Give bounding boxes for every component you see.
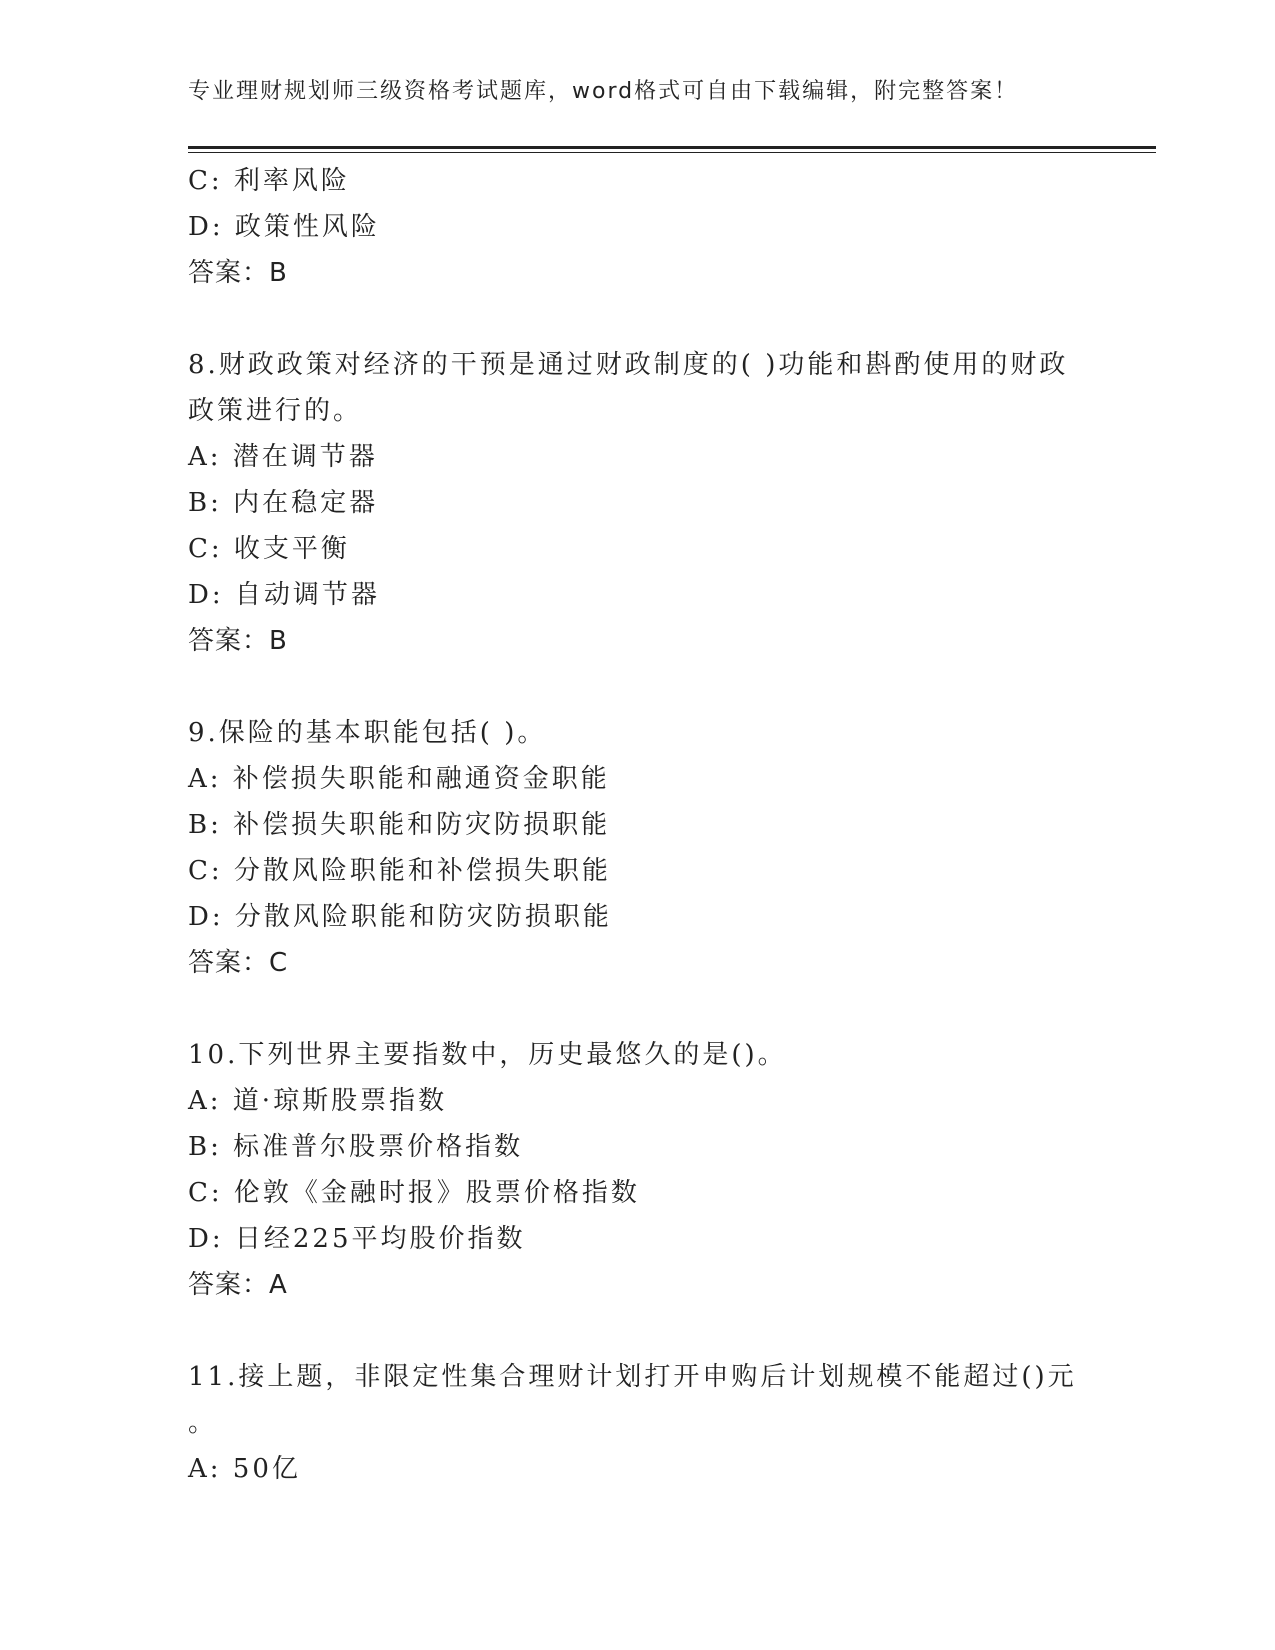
- spacer: [188, 986, 1088, 1032]
- q8-option-c: C: 收支平衡: [188, 534, 350, 564]
- spacer: [188, 296, 1088, 342]
- q10-option-a: A: 道·琼斯股票指数: [188, 1086, 448, 1116]
- q8-option-b: B: 内在稳定器: [188, 488, 379, 518]
- q11-stem-line2: 。: [188, 1408, 218, 1438]
- q10-option-d: D: 日经225平均股价指数: [188, 1224, 526, 1254]
- q10-option-b: B: 标准普尔股票价格指数: [188, 1132, 524, 1162]
- q8-option-a: A: 潜在调节器: [188, 442, 378, 472]
- q9-answer: 答案：C: [188, 948, 289, 978]
- q9-option-c: C: 分散风险职能和补偿损失职能: [188, 856, 611, 886]
- q9-option-a: A: 补偿损失职能和融通资金职能: [188, 764, 610, 794]
- q9-option-d: D: 分散风险职能和防灾防损职能: [188, 902, 612, 932]
- q8-stem-line1: 8.财政政策对经济的干预是通过财政制度的( )功能和斟酌使用的财政: [188, 350, 1069, 380]
- header-rule-thin: [188, 152, 1156, 153]
- q11-stem-line1: 11.接上题，非限定性集合理财计划打开申购后计划规模不能超过()元: [188, 1362, 1077, 1392]
- q8-answer: 答案：B: [188, 626, 288, 656]
- header-rule-thick: [188, 146, 1156, 149]
- q7-option-d: D: 政策性风险: [188, 212, 380, 242]
- q10-answer: 答案：A: [188, 1270, 288, 1300]
- question-list: [188, 158, 1088, 1492]
- q9-stem: 9.保险的基本职能包括( )。: [188, 718, 547, 748]
- spacer: [188, 1308, 1088, 1354]
- q11-option-a: A: 50亿: [188, 1454, 301, 1484]
- q7-option-c: C: 利率风险: [188, 166, 350, 196]
- spacer: [188, 664, 1088, 710]
- q8-option-d: D: 自动调节器: [188, 580, 380, 610]
- q8-stem-line2: 政策进行的。: [188, 396, 363, 426]
- q10-stem: 10.下列世界主要指数中，历史最悠久的是()。: [188, 1040, 787, 1070]
- q7-answer: 答案：B: [188, 258, 288, 288]
- q10-option-c: C: 伦敦《金融时报》股票价格指数: [188, 1178, 640, 1208]
- q9-option-b: B: 补偿损失职能和防灾防损职能: [188, 810, 611, 840]
- page-header: 专业理财规划师三级资格考试题库，word格式可自由下载编辑，附完整答案！: [188, 79, 1019, 104]
